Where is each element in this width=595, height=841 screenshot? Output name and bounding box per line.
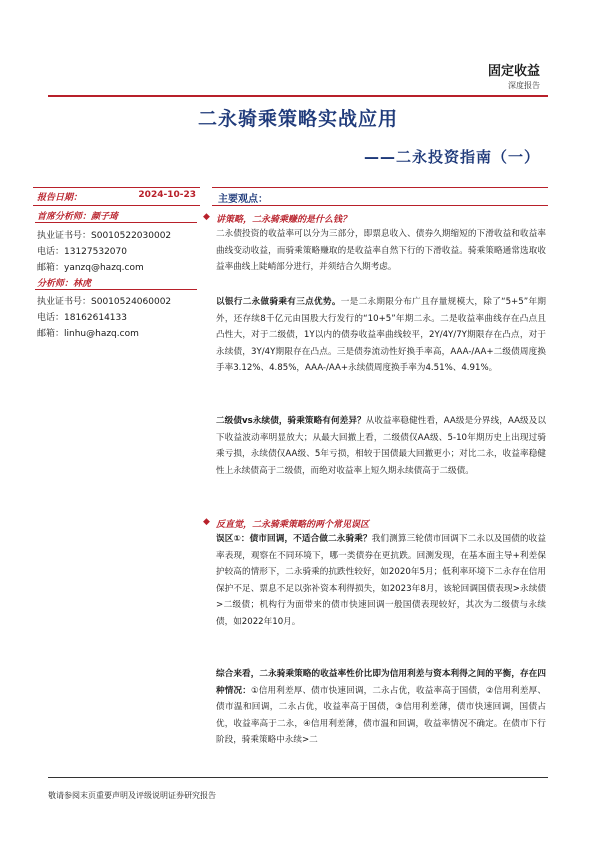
chief-license: 执业证书号：S0010522030002 xyxy=(37,231,172,241)
chief-analyst-divider xyxy=(35,222,197,223)
paragraph-summary-body: ①信用利差厚、债市快速回调，二永占优，收益率高于国债，②信用利差厚、债市温和回调，二永占优，收益率高于国债，③信用利差薄，债市快速回调，国债占优，收益率高于二永，④信用利差薄，债市温和回调，收益率情况不确定。在债市下行阶段，骑乘策略中永续>二 xyxy=(216,685,546,746)
chief-phone: 电话：13127532070 xyxy=(37,247,127,257)
bullet-marker-1: ◆ xyxy=(203,212,210,222)
chief-analyst-label: 首席分析师：颜子琦 xyxy=(37,212,119,222)
section-head-misconceptions: 反直觉，二永骑乘策略的两个常见误区 xyxy=(216,520,370,530)
paragraph-summary-lead: 综合来看，二永骑乘策略的收益率性价比即为信用利差与资本利得之间的平衡，存在四种情况： xyxy=(216,669,546,696)
report-date-value: 2024-10-23 xyxy=(138,190,196,200)
report-category: 固定收益 xyxy=(487,64,540,79)
chief-email[interactable]: 邮箱：yanzq@hazq.com xyxy=(37,263,144,273)
report-date-label: 报告日期： xyxy=(37,193,83,203)
analyst-phone: 电话：18162614133 xyxy=(37,313,127,323)
analyst-email[interactable]: 邮箱：linhu@hazq.com xyxy=(37,329,139,339)
paragraph-misconception-1-lead: 误区①：债市回调，不适合做二永骑乘？ xyxy=(216,534,372,544)
paragraph-comparison-lead: 二级债vs永续债，骑乘策略有何差异？ xyxy=(216,416,366,426)
footer-divider xyxy=(48,777,548,778)
footer-disclaimer: 敬请参阅末页重要声明及评级说明证券研究报告 xyxy=(48,791,216,800)
report-subcategory: 深度报告 xyxy=(508,81,540,90)
paragraph-summary xyxy=(216,666,546,749)
analyst-license: 执业证书号：S0010524060002 xyxy=(37,297,172,307)
section-head-strategy: 讲策略，二永骑乘赚的是什么钱？ xyxy=(216,215,352,225)
paragraph-advantages-lead: 以银行二永做骑乘有三点优势。 xyxy=(216,297,341,307)
analyst-divider xyxy=(35,289,197,290)
main-heading: 主要观点： xyxy=(218,194,268,205)
paragraph-comparison-body: 从收益率稳健性看，AA级是分界线，AA级及以下收益波动率明显放大；从最大回撤上看，二级债仅AA级、5-10年期历史上出现过骑乘亏损，永续债仅AA级、5年亏损，相较于国债最大回撤更小；对比二永，收益率稳健性上永续债高于二级债，而绝对收益率上短久期永续债高于二级债。 xyxy=(216,416,547,476)
analyst-label: 分析师：林虎 xyxy=(37,279,92,289)
header-divider xyxy=(48,95,548,97)
paragraph-advantages xyxy=(216,294,546,377)
paragraph-advantages-body: 一是二永期限分布广且存量规模大，除了“5+5”年期外，还存续8千亿元由国股大行发行的“10+5”年期二永。二是收益率曲线存在凸点且凸性大，对于二级债，1Y以内的债券收益率曲线较平，2Y/4Y/7Y期限存在凸点，对于永续债，3Y/4Y期限存在凸点。三是债券流动性好换手率高，AAA-/AA+二级债周度换手率3.12%、4.85%，AAA-/AA+永续债周度换手率为4.51%、4.91%。 xyxy=(216,297,546,374)
paragraph-strategy: 二永债投资的收益率可以分为三部分，即票息收入、债券久期缩短的下滑收益和收益率曲线变动收益，而骑乘策略赚取的是收益率自然下行的下滑收益。骑乘策略通常选取收益率曲线上陡峭部分进行，并须结合久期考虑。 xyxy=(216,229,546,273)
paragraph-misconception-1 xyxy=(216,531,546,631)
paragraph-comparison xyxy=(216,413,546,479)
paragraph-misconception-1-body: 我们测算三轮债市回调下二永以及国债的收益率表现，观察在不同环境下，哪一类债券在更抗跌。回测发现，在基本面主导+利差保护较高的情形下，二永骑乘的抗跌性较好，如2020年5月；低利率环境下二永存在信用保护不足、票息不足以弥补资本利得损失，如2023年8月，该轮回调国债表现>永续债>二级债；机构行为面带来的债市快速回调一般国债表现较好，其次为二级债与永续债，如2022年10月。 xyxy=(216,534,546,627)
page-title: 二永骑乘策略实战应用 xyxy=(197,108,398,130)
bullet-marker-2: ◆ xyxy=(203,517,210,527)
page-subtitle: ——二永投资指南（一） xyxy=(363,148,540,166)
